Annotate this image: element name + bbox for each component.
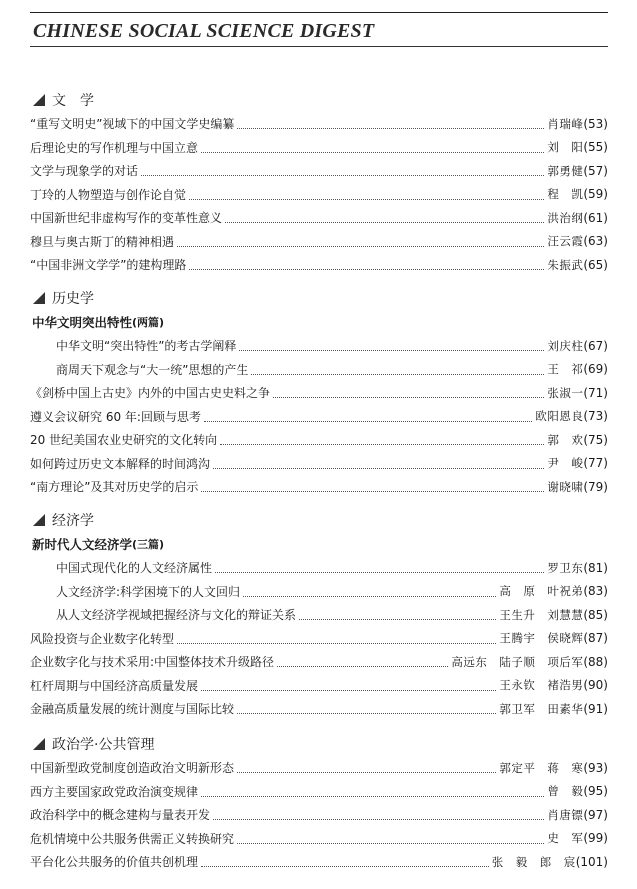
entry-title: 商周天下观念与“大一统”思想的产生 xyxy=(56,362,249,377)
entry-page: (81) xyxy=(583,560,608,575)
entry-page: (63) xyxy=(583,234,608,249)
entry-title: 中国式现代化的人文经济属性 xyxy=(56,561,213,576)
subgroup-note: (两篇) xyxy=(132,316,165,329)
entry-author: 肖瑞峰 xyxy=(547,116,584,131)
entry-page: (71) xyxy=(583,385,608,400)
toc-entry[interactable] xyxy=(30,405,608,429)
entry-author: 程 凯 xyxy=(547,187,584,202)
entry-author: 张 毅 郎 宸 xyxy=(491,854,576,869)
toc-entry[interactable] xyxy=(30,230,608,254)
entry-page: (85) xyxy=(583,607,608,622)
entry-title: 中华文明“突出特性”的考古学阐释 xyxy=(56,339,237,354)
entry-title: 杠杆周期与中国经济高质量发展 xyxy=(30,678,199,693)
toc-entry[interactable] xyxy=(30,475,608,499)
leader-dots xyxy=(237,128,544,129)
toc-entry[interactable] xyxy=(30,780,608,804)
section-literature xyxy=(30,88,608,277)
leader-dots xyxy=(225,222,544,223)
entry-title: 平台化公共服务的价值共创机理 xyxy=(30,855,199,870)
entry-page: (53) xyxy=(583,116,608,131)
entry-page: (75) xyxy=(583,432,608,447)
leader-dots xyxy=(204,421,532,422)
leader-dots xyxy=(201,796,544,797)
section-title: 历史学 xyxy=(52,291,94,307)
leader-dots xyxy=(237,843,544,844)
leader-dots xyxy=(243,596,496,597)
entry-page: (55) xyxy=(583,140,608,155)
toc-entry[interactable] xyxy=(30,627,608,651)
entry-page: (79) xyxy=(583,479,608,494)
entry-author: 王永钦 褚浩男 xyxy=(499,678,584,693)
leader-dots xyxy=(251,374,544,375)
entry-author: 高 原 叶祝弟 xyxy=(499,584,584,599)
section-history xyxy=(30,286,608,499)
leader-dots xyxy=(189,199,544,200)
entry-title: 政治科学中的概念建构与量表开发 xyxy=(30,808,211,823)
section-heading xyxy=(30,286,608,310)
entry-title: 危机情境中公共服务供需正义转换研究 xyxy=(30,831,235,846)
entry-author: 王腾宇 侯晓辉 xyxy=(499,631,584,646)
entry-author: 尹 峻 xyxy=(547,456,584,471)
entry-page: (67) xyxy=(583,338,608,353)
entry-title: 西方主要国家政党政治演变规律 xyxy=(30,784,199,799)
leader-dots xyxy=(213,468,544,469)
entry-page: (69) xyxy=(583,362,608,377)
section-economics xyxy=(30,508,608,721)
toc-entry[interactable] xyxy=(30,428,608,452)
toc-entry[interactable] xyxy=(30,756,608,780)
section-heading xyxy=(30,732,608,756)
header-rule xyxy=(30,46,608,47)
entry-page: (77) xyxy=(583,456,608,471)
entry-title: 后理论史的写作机理与中国立意 xyxy=(30,140,199,155)
toc-entry[interactable] xyxy=(30,381,608,405)
entry-author: 谢晓啸 xyxy=(547,479,584,494)
leader-dots xyxy=(277,666,448,667)
entry-title: 中国新世纪非虚构写作的变革性意义 xyxy=(30,211,223,226)
entry-title: “中国非洲文学学”的建构理路 xyxy=(30,258,187,273)
leader-dots xyxy=(177,643,496,644)
entry-author: 汪云霞 xyxy=(547,234,584,249)
entry-title: 企业数字化与技术采用:中国整体技术升级路径 xyxy=(30,655,275,670)
toc-entry[interactable] xyxy=(30,697,608,721)
entry-author: 史 军 xyxy=(547,831,584,846)
section-triangle-icon xyxy=(32,737,46,751)
entry-title: 从人文经济学视域把握经济与文化的辩证关系 xyxy=(56,608,297,623)
toc-entry[interactable] xyxy=(30,112,608,136)
section-heading xyxy=(30,88,608,112)
entry-title: 文学与现象学的对话 xyxy=(30,164,139,179)
toc-entry[interactable] xyxy=(30,206,608,230)
subgroup-title: 新时代人文经济学 xyxy=(32,537,133,552)
section-heading xyxy=(30,508,608,532)
toc-entry[interactable] xyxy=(30,136,608,160)
entry-page: (99) xyxy=(583,831,608,846)
entry-title: 20 世纪美国农业史研究的文化转向 xyxy=(30,433,218,448)
entry-title: 人文经济学:科学困境下的人文回归 xyxy=(56,584,241,599)
leader-dots xyxy=(201,491,544,492)
entry-title: 《剑桥中国上古史》内外的中国古史史料之争 xyxy=(30,386,271,401)
toc-entry[interactable] xyxy=(30,827,608,851)
leader-dots xyxy=(215,572,544,573)
entry-author: 郭定平 蒋 寒 xyxy=(499,760,584,775)
toc-entry[interactable] xyxy=(30,452,608,476)
entry-author: 洪治纲 xyxy=(547,210,584,225)
subgroup-note: (三篇) xyxy=(132,538,165,551)
section-triangle-icon xyxy=(32,291,46,305)
toc-entry[interactable] xyxy=(30,674,608,698)
leader-dots xyxy=(213,819,544,820)
section-title: 政治学·公共管理 xyxy=(52,737,155,753)
toc-entry[interactable] xyxy=(30,650,608,674)
section-politics-public-admin xyxy=(30,732,608,874)
entry-page: (95) xyxy=(583,784,608,799)
leader-dots xyxy=(189,269,544,270)
leader-dots xyxy=(220,444,544,445)
toc-entry[interactable] xyxy=(30,334,608,358)
entry-page: (88) xyxy=(583,654,608,669)
entry-page: (101) xyxy=(575,854,608,869)
entry-title: 遵义会议研究 60 年:回顾与思考 xyxy=(30,409,201,424)
entry-title: 穆旦与奥古斯丁的精神相遇 xyxy=(30,234,175,249)
leader-dots xyxy=(237,772,496,773)
toc-entry[interactable] xyxy=(30,358,608,382)
toc-entry[interactable] xyxy=(30,803,608,827)
entry-page: (83) xyxy=(583,584,608,599)
toc-entry[interactable] xyxy=(30,850,608,874)
entry-author: 王 祁 xyxy=(547,362,584,377)
subgroup-heading xyxy=(30,310,608,334)
entry-author: 张淑一 xyxy=(547,385,584,400)
toc-entry[interactable] xyxy=(30,603,608,627)
entry-page: (73) xyxy=(583,409,608,424)
entry-title: 丁玲的人物塑造与创作论自觉 xyxy=(30,187,187,202)
entry-page: (87) xyxy=(583,631,608,646)
entry-author: 刘 阳 xyxy=(547,140,584,155)
entry-author: 刘庆柱 xyxy=(547,338,584,353)
entry-author: 郭勇健 xyxy=(547,163,584,178)
top-rule xyxy=(30,12,608,13)
entry-page: (57) xyxy=(583,163,608,178)
subgroup-title: 中华文明突出特性 xyxy=(32,315,133,330)
entry-title: 如何跨过历史文本解释的时间鸿沟 xyxy=(30,456,211,471)
leader-dots xyxy=(201,690,496,691)
leader-dots xyxy=(273,397,544,398)
leader-dots xyxy=(201,866,489,867)
leader-dots xyxy=(237,713,496,714)
entry-page: (61) xyxy=(583,210,608,225)
entry-title: “重写文明史”视域下的中国文学史编纂 xyxy=(30,117,235,132)
entry-page: (65) xyxy=(583,257,608,272)
toc-entry[interactable] xyxy=(30,580,608,604)
section-title: 文 学 xyxy=(52,93,94,109)
journal-title: CHINESE SOCIAL SCIENCE DIGEST xyxy=(33,20,375,42)
entry-author: 曾 毅 xyxy=(547,784,584,799)
section-triangle-icon xyxy=(32,93,46,107)
entry-author: 朱振武 xyxy=(547,257,584,272)
entry-page: (93) xyxy=(583,760,608,775)
entry-author: 郭卫军 田素华 xyxy=(499,701,584,716)
subgroup-heading xyxy=(30,532,608,556)
entry-author: 罗卫东 xyxy=(547,560,584,575)
entry-author: 欧阳恩良 xyxy=(535,409,584,424)
leader-dots xyxy=(141,175,544,176)
entry-author: 高远东 陆子顺 项后军 xyxy=(451,654,584,669)
section-title: 经济学 xyxy=(52,513,94,529)
entry-title: 金融高质量发展的统计测度与国际比较 xyxy=(30,702,235,717)
toc-entry[interactable] xyxy=(30,556,608,580)
entry-author: 郭 欢 xyxy=(547,432,584,447)
leader-dots xyxy=(299,619,496,620)
toc-entry[interactable] xyxy=(30,253,608,277)
entry-page: (91) xyxy=(583,701,608,716)
entry-title: 风险投资与企业数字化转型 xyxy=(30,631,175,646)
entry-page: (97) xyxy=(583,807,608,822)
entry-author: 肖唐镖 xyxy=(547,807,584,822)
entry-author: 王生升 刘慧慧 xyxy=(499,607,584,622)
leader-dots xyxy=(177,246,544,247)
toc-entry[interactable] xyxy=(30,159,608,183)
section-triangle-icon xyxy=(32,513,46,527)
leader-dots xyxy=(239,350,544,351)
leader-dots xyxy=(201,152,544,153)
entry-title: 中国新型政党制度创造政治文明新形态 xyxy=(30,761,235,776)
entry-page: (90) xyxy=(583,678,608,693)
entry-page: (59) xyxy=(583,187,608,202)
entry-title: “南方理论”及其对历史学的启示 xyxy=(30,480,199,495)
toc-entry[interactable] xyxy=(30,183,608,207)
